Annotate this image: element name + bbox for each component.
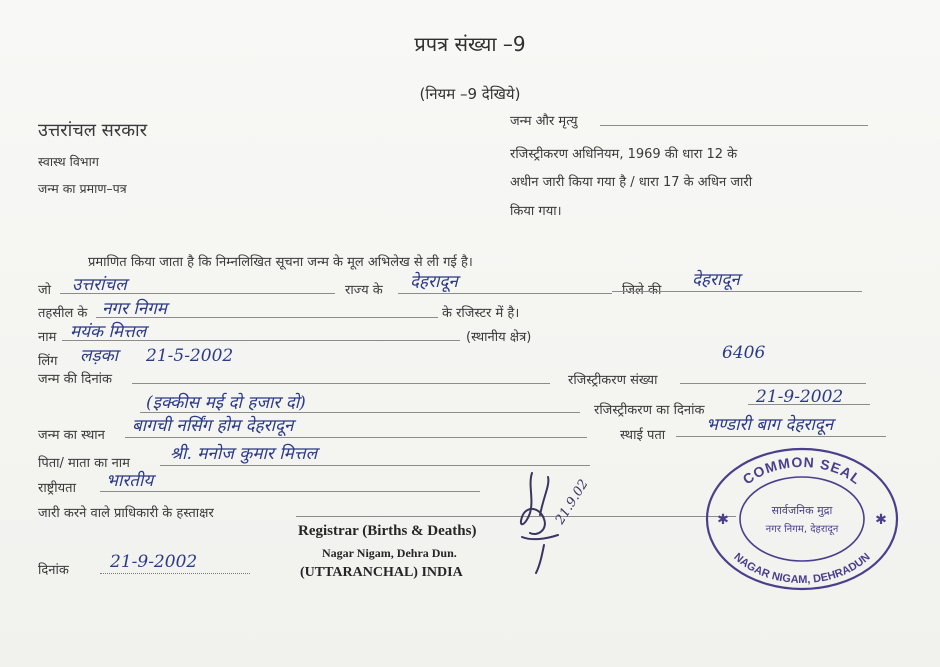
rule-birth-place — [125, 437, 587, 438]
seal-outer-ring — [707, 449, 897, 589]
seal-inner-ring — [740, 477, 864, 561]
department-name: स्वास्थ विभाग — [38, 154, 99, 169]
rule-nationality — [100, 491, 480, 492]
value-district-a: देहरादून — [410, 272, 458, 292]
registrar-stamp-line-2: Nagar Nigam, Dehra Dun. — [322, 546, 457, 560]
value-tehsil: नगर निगम — [102, 299, 167, 319]
signature-scribble — [521, 473, 558, 573]
act-rule-line — [600, 125, 868, 126]
rule-tehsil — [96, 317, 438, 318]
rule-reference: (नियम –9 देखिये) — [419, 85, 521, 103]
value-district-b: देहरादून — [692, 270, 740, 290]
label-register: के रजिस्टर में है। — [442, 306, 520, 321]
value-sex: लड़का — [80, 346, 119, 366]
rule-name — [62, 340, 460, 341]
signature — [470, 455, 620, 575]
act-line-1: जन्म और मृत्यु — [510, 114, 578, 129]
common-seal — [702, 444, 902, 594]
value-reg-no: 6406 — [722, 343, 766, 363]
seal-top-text: COMMON SEAL — [739, 453, 865, 488]
rule-dob-words — [140, 412, 580, 413]
value-birth-place: बागची नर्सिंग होम देहरादून — [132, 416, 294, 436]
label-name: नाम — [38, 330, 57, 345]
seal-center-line-2: नगर निगम, देहरादून — [765, 524, 839, 535]
label-date: दिनांक — [38, 563, 69, 578]
rule-address — [676, 436, 886, 437]
label-jo: जो — [38, 283, 52, 298]
registrar-stamp-line-3: (UTTARANCHAL) INDIA — [300, 565, 463, 580]
rule-reg-date — [748, 404, 870, 405]
label-reg-no: रजिस्ट्रीकरण संख्या — [568, 373, 658, 388]
government-name: उत्तरांचल सरकार — [38, 120, 148, 141]
act-line-4: किया गया। — [510, 204, 562, 219]
rule-district-b — [612, 291, 862, 292]
label-signature: जारी करने वाले प्राधिकारी के हस्ताक्षर — [38, 506, 214, 521]
value-dob-words: (इक्कीस मई दो हजार दो) — [146, 393, 306, 413]
rule-district-a — [398, 293, 612, 294]
document-type: जन्म का प्रमाण–पत्र — [38, 181, 127, 196]
value-reg-date: 21-9-2002 — [756, 387, 844, 407]
value-address: भण्डारी बाग देहरादून — [706, 415, 834, 435]
rule-issue-date — [100, 573, 250, 574]
seal-bottom-text: NAGAR NIGAM, DEHRADUN — [731, 550, 873, 587]
value-state: उत्तरांचल — [72, 275, 127, 295]
seal-center-line-1: सार्वजनिक मुद्रा — [771, 504, 833, 517]
label-tehsil: तहसील के — [38, 306, 88, 321]
value-nationality: भारतीय — [106, 471, 154, 491]
act-line-3: अधीन जारी किया गया है / धारा 17 के अधिन जारी — [510, 175, 753, 190]
label-sex: लिंग — [38, 354, 58, 369]
seal-star-left-icon: ✱ — [717, 512, 729, 528]
value-parent: श्री. मनोज कुमार मित्तल — [170, 444, 318, 464]
label-local-area: (स्थानीय क्षेत्र) — [466, 330, 532, 345]
label-parent: पिता/ माता का नाम — [38, 456, 130, 471]
label-district-suffix: जिले की — [622, 283, 662, 298]
label-reg-date: रजिस्ट्रीकरण का दिनांक — [594, 403, 705, 418]
seal-star-right-icon: ✱ — [875, 512, 887, 528]
value-name: मयंक मित्तल — [70, 322, 147, 342]
act-line-2: रजिस्ट्रीकरण अधिनियम, 1969 की धारा 12 के — [510, 147, 738, 162]
label-state-suffix: राज्य के — [345, 283, 383, 298]
form-number-title: प्रपत्र संख्या –9 — [414, 32, 526, 56]
label-address: स्थाई पता — [620, 428, 666, 443]
label-birth-place: जन्म का स्थान — [38, 428, 105, 443]
value-issue-date: 21-9-2002 — [110, 552, 198, 572]
certification-text: प्रमाणित किया जाता है कि निम्नलिखित सूचना जन्म के मूल अभिलेख से ली गई है। — [88, 255, 473, 270]
signature-date: 21.9.02 — [552, 477, 592, 528]
registrar-stamp-line-1: Registrar (Births & Deaths) — [298, 523, 477, 539]
rule-state — [60, 293, 335, 294]
rule-dob — [132, 383, 550, 384]
value-dob-figures: 21-5-2002 — [146, 346, 234, 366]
label-dob: जन्म की दिनांक — [38, 372, 113, 387]
rule-reg-no — [680, 383, 866, 384]
label-nationality: राष्ट्रीयता — [38, 481, 76, 496]
